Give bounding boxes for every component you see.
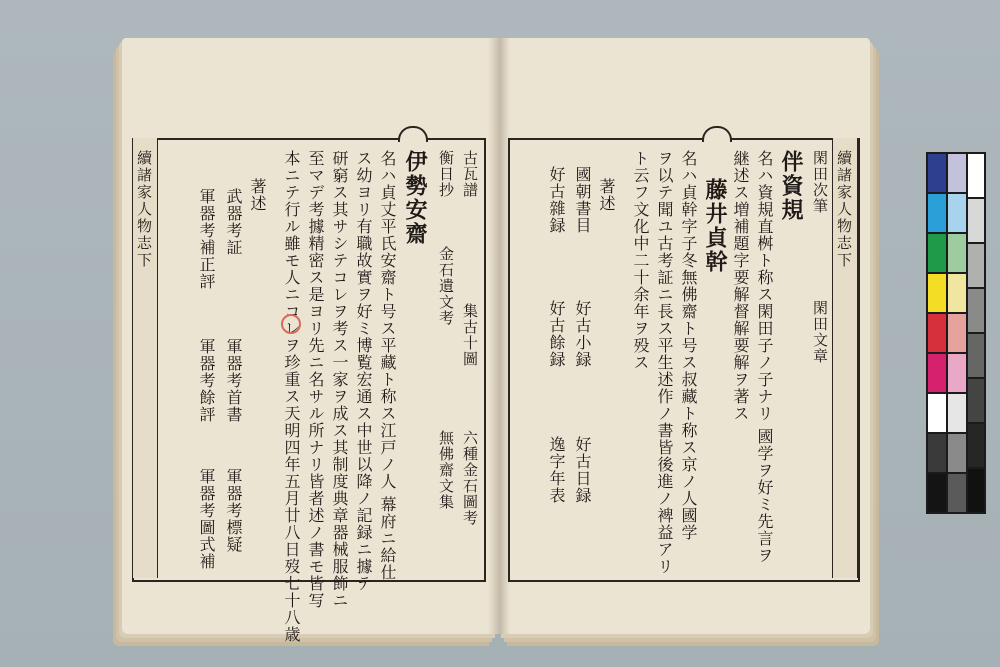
biography-text: ヲ以テ聞ユ古考証ニ長ス平生述作ノ書皆後進ノ裨益アリ <box>655 150 674 575</box>
color-swatch <box>948 234 966 272</box>
work-title: 軍器考標疑 <box>224 468 243 553</box>
grayscale-swatch <box>968 424 984 467</box>
book-title-text: 閑田文章 <box>811 300 829 364</box>
right-margin-title: 續諸家人物志下 <box>835 150 853 269</box>
grayscale-swatch <box>968 334 984 377</box>
color-swatch <box>928 354 946 392</box>
left-margin-title: 續諸家人物志下 <box>135 150 153 269</box>
book-title-text: 集古十圖 <box>461 303 479 367</box>
work-title: 逸字年表 <box>547 436 566 504</box>
biography-text: 名ハ貞丈平氏安齋ト号ス平藏ト称ス江戸ノ人 幕府ニ給仕 <box>378 150 397 582</box>
work-title: 軍器考圖式補 <box>197 468 216 570</box>
book-gutter <box>488 38 510 634</box>
grayscale-swatch <box>968 154 984 197</box>
book-title-text: 衡日抄 <box>437 150 455 198</box>
grayscale-swatch <box>968 379 984 422</box>
book-title-text: 六種金石圖考 <box>461 430 479 526</box>
works-heading: 著述 <box>597 178 616 212</box>
color-swatch <box>928 154 946 192</box>
book-title-text: 金石遺文考 <box>437 246 455 326</box>
work-title: 軍器考首書 <box>224 338 243 423</box>
grayscale-swatch <box>968 244 984 287</box>
biography-text: 本ニテ行ル雖モ人ニコレヲ珍重ス天明四年五月廿八日歿七十八歳 <box>282 150 301 643</box>
work-title: 好古日録 <box>573 436 592 504</box>
color-swatch <box>948 354 966 392</box>
color-swatch <box>928 434 946 472</box>
person-name-heading: 伴資規 <box>778 150 804 222</box>
color-swatch <box>948 194 966 232</box>
person-name-heading: 伊勢安齋 <box>402 150 428 246</box>
grayscale-swatch <box>968 469 984 512</box>
color-swatch <box>928 194 946 232</box>
biography-text: 継述ス増補題字要解督解要解ヲ著ス <box>731 150 750 422</box>
red-seal-mark <box>281 314 301 334</box>
color-swatch <box>928 394 946 432</box>
color-checker-card <box>926 152 986 514</box>
open-book <box>112 38 882 643</box>
work-title: 軍器考餘評 <box>197 338 216 423</box>
grayscale-swatch <box>968 289 984 332</box>
biography-text: ス幼ヨリ有職故實ヲ好ミ博覧宏通ス中世以降ノ記録ニ據テ <box>354 150 373 592</box>
color-swatch <box>948 314 966 352</box>
person-name-heading: 藤井貞幹 <box>702 178 728 274</box>
book-title-text: 閑田次筆 <box>811 150 829 214</box>
work-title: 軍器考補正評 <box>197 188 216 290</box>
biography-text: 名ハ貞幹字子冬無佛齋ト号ス叔藏ト称ス京ノ人國学 <box>679 150 698 541</box>
color-swatch <box>928 474 946 512</box>
color-swatch <box>948 434 966 472</box>
color-swatch <box>928 234 946 272</box>
work-title: 武器考証 <box>224 188 243 256</box>
works-heading: 著述 <box>248 178 267 212</box>
book-title-text: 古瓦譜 <box>461 150 479 198</box>
grayscale-swatch <box>968 199 984 242</box>
color-swatch <box>948 274 966 312</box>
color-swatch <box>928 314 946 352</box>
biography-text: ト云フ文化中二十余年ヲ殁ス <box>631 150 650 371</box>
book-title-text: 無佛齋文集 <box>437 430 455 510</box>
color-swatch <box>928 274 946 312</box>
work-title: 國朝書目 <box>573 166 592 234</box>
biography-text: 研窮ス其サシテコレヲ考ス一家ヲ成ス其制度典章器械服飾ニ <box>330 150 349 609</box>
color-swatch <box>948 394 966 432</box>
work-title: 好古餘録 <box>547 300 566 368</box>
work-title: 好古小録 <box>573 300 592 368</box>
biography-text: 名ハ資規直桝ト称ス閑田子ノ子ナリ 國学ヲ好ミ先言ヲ <box>755 150 774 565</box>
biography-text: 至マデ考據精密ス是ヨリ先ニ名サル所ナリ皆者述ノ書モ皆写 <box>306 150 325 609</box>
color-swatch <box>948 474 966 512</box>
work-title: 好古雜録 <box>547 166 566 234</box>
color-swatch <box>948 154 966 192</box>
